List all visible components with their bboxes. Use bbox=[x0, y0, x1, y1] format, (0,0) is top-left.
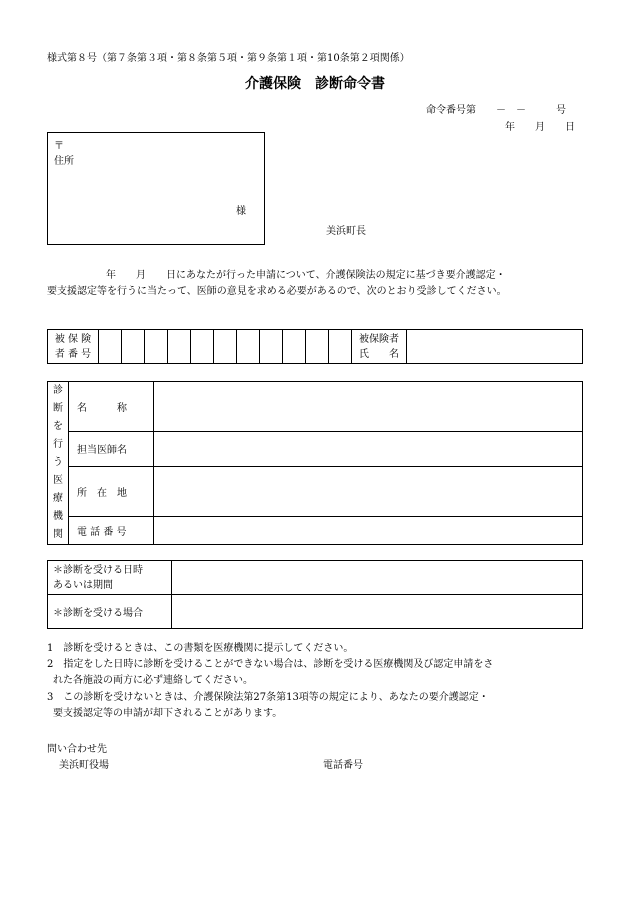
insured-number-cell[interactable] bbox=[145, 330, 168, 364]
address-box bbox=[47, 132, 265, 245]
contact-phone-label: 電話番号 bbox=[323, 760, 363, 771]
schedule-place-field[interactable] bbox=[172, 595, 583, 629]
insured-name-field[interactable] bbox=[407, 330, 583, 364]
insured-number-cell[interactable] bbox=[122, 330, 145, 364]
insured-number-cell[interactable] bbox=[237, 330, 260, 364]
facility-phone-field[interactable] bbox=[154, 516, 583, 544]
facility-name-field[interactable] bbox=[154, 382, 583, 432]
facility-name-label: 名 称 bbox=[69, 382, 154, 432]
facility-section-char: を bbox=[53, 421, 63, 432]
schedule-table bbox=[47, 560, 583, 629]
insured-name-label bbox=[352, 330, 407, 364]
facility-section-char: 機 bbox=[53, 511, 63, 522]
note-1: 1 診断を受けるときは、この書類を医療機関に提示してください。 bbox=[47, 643, 354, 654]
facility-section-char: 断 bbox=[53, 403, 63, 414]
insured-number-cell[interactable] bbox=[329, 330, 352, 364]
contact-office: 美浜町役場 bbox=[59, 760, 109, 771]
schedule-datetime-label bbox=[48, 561, 172, 595]
contact-label: 問い合わせ先 bbox=[47, 744, 107, 755]
insured-number-cell[interactable] bbox=[168, 330, 191, 364]
facility-address-label: 所 在 地 bbox=[69, 466, 154, 516]
medical-facility-table bbox=[47, 381, 583, 545]
schedule-datetime-label-1: ＊診断を受ける日時 bbox=[53, 564, 143, 576]
insured-info-table bbox=[47, 329, 583, 364]
facility-address-field[interactable] bbox=[154, 466, 583, 516]
insured-number-cell[interactable] bbox=[191, 330, 214, 364]
insured-name-label-2: 氏 名 bbox=[359, 348, 399, 360]
facility-section-char: 行 bbox=[53, 439, 63, 450]
schedule-datetime-label-2: あるいは期間 bbox=[53, 579, 113, 591]
insured-number-cell[interactable] bbox=[283, 330, 306, 364]
insured-number-label-2: 者 番 号 bbox=[54, 348, 92, 360]
body-text-line2: 要支援認定等を行うに当たって、医師の意見を求める必要があるので、次のとおり受診してください。 bbox=[47, 286, 507, 297]
attending-doctor-field[interactable] bbox=[154, 432, 583, 466]
insured-number-label-1: 被 保 険 bbox=[54, 333, 92, 345]
facility-section-char: 療 bbox=[53, 493, 63, 504]
insured-number-cell[interactable] bbox=[214, 330, 237, 364]
insured-number-label bbox=[48, 330, 99, 364]
insured-number-cell[interactable] bbox=[306, 330, 329, 364]
note-3b: 要支援認定等の申請が却下されることがあります。 bbox=[53, 708, 283, 719]
insured-number-cell[interactable] bbox=[260, 330, 283, 364]
attending-doctor-label: 担当医師名 bbox=[69, 432, 154, 466]
facility-section-char: 関 bbox=[53, 529, 63, 540]
facility-section-char: 診 bbox=[53, 385, 63, 396]
issue-date: 年 月 日 bbox=[505, 122, 575, 133]
schedule-datetime-field[interactable] bbox=[172, 561, 583, 595]
honorific-sama: 様 bbox=[236, 206, 246, 217]
order-number: 命令番号第 － － 号 bbox=[426, 105, 566, 116]
form-number: 様式第８号（第７条第３項・第８条第５項・第９条第１項・第10条第２項関係） bbox=[47, 53, 410, 64]
facility-section-label bbox=[48, 382, 69, 545]
postal-mark: 〒 bbox=[54, 141, 64, 152]
facility-phone-label: 電 話 番 号 bbox=[69, 516, 154, 544]
page-title: 介護保険 診断命令書 bbox=[245, 76, 385, 92]
note-2b: れた各施設の両方に必ず連絡してください。 bbox=[53, 675, 253, 686]
issuer: 美浜町長 bbox=[326, 226, 366, 237]
schedule-place-label: ＊診断を受ける場合 bbox=[48, 595, 172, 629]
body-text-line1: 年 月 日にあなたが行った申請について、介護保険法の規定に基づき要介護認定・ bbox=[106, 270, 506, 281]
note-2a: 2 指定をした日時に診断を受けることができない場合は、診断を受ける医療機関及び認定申請をさ bbox=[47, 659, 494, 670]
address-label: 住所 bbox=[54, 156, 74, 167]
insured-name-label-1: 被保険者 bbox=[359, 333, 399, 345]
facility-section-char: う bbox=[53, 457, 63, 468]
facility-section-char: 医 bbox=[53, 475, 63, 486]
note-3a: 3 この診断を受けないときは、介護保険法第27条第13項等の規定により、あなたの要介護認定・ bbox=[47, 692, 489, 703]
insured-number-cell[interactable] bbox=[99, 330, 122, 364]
